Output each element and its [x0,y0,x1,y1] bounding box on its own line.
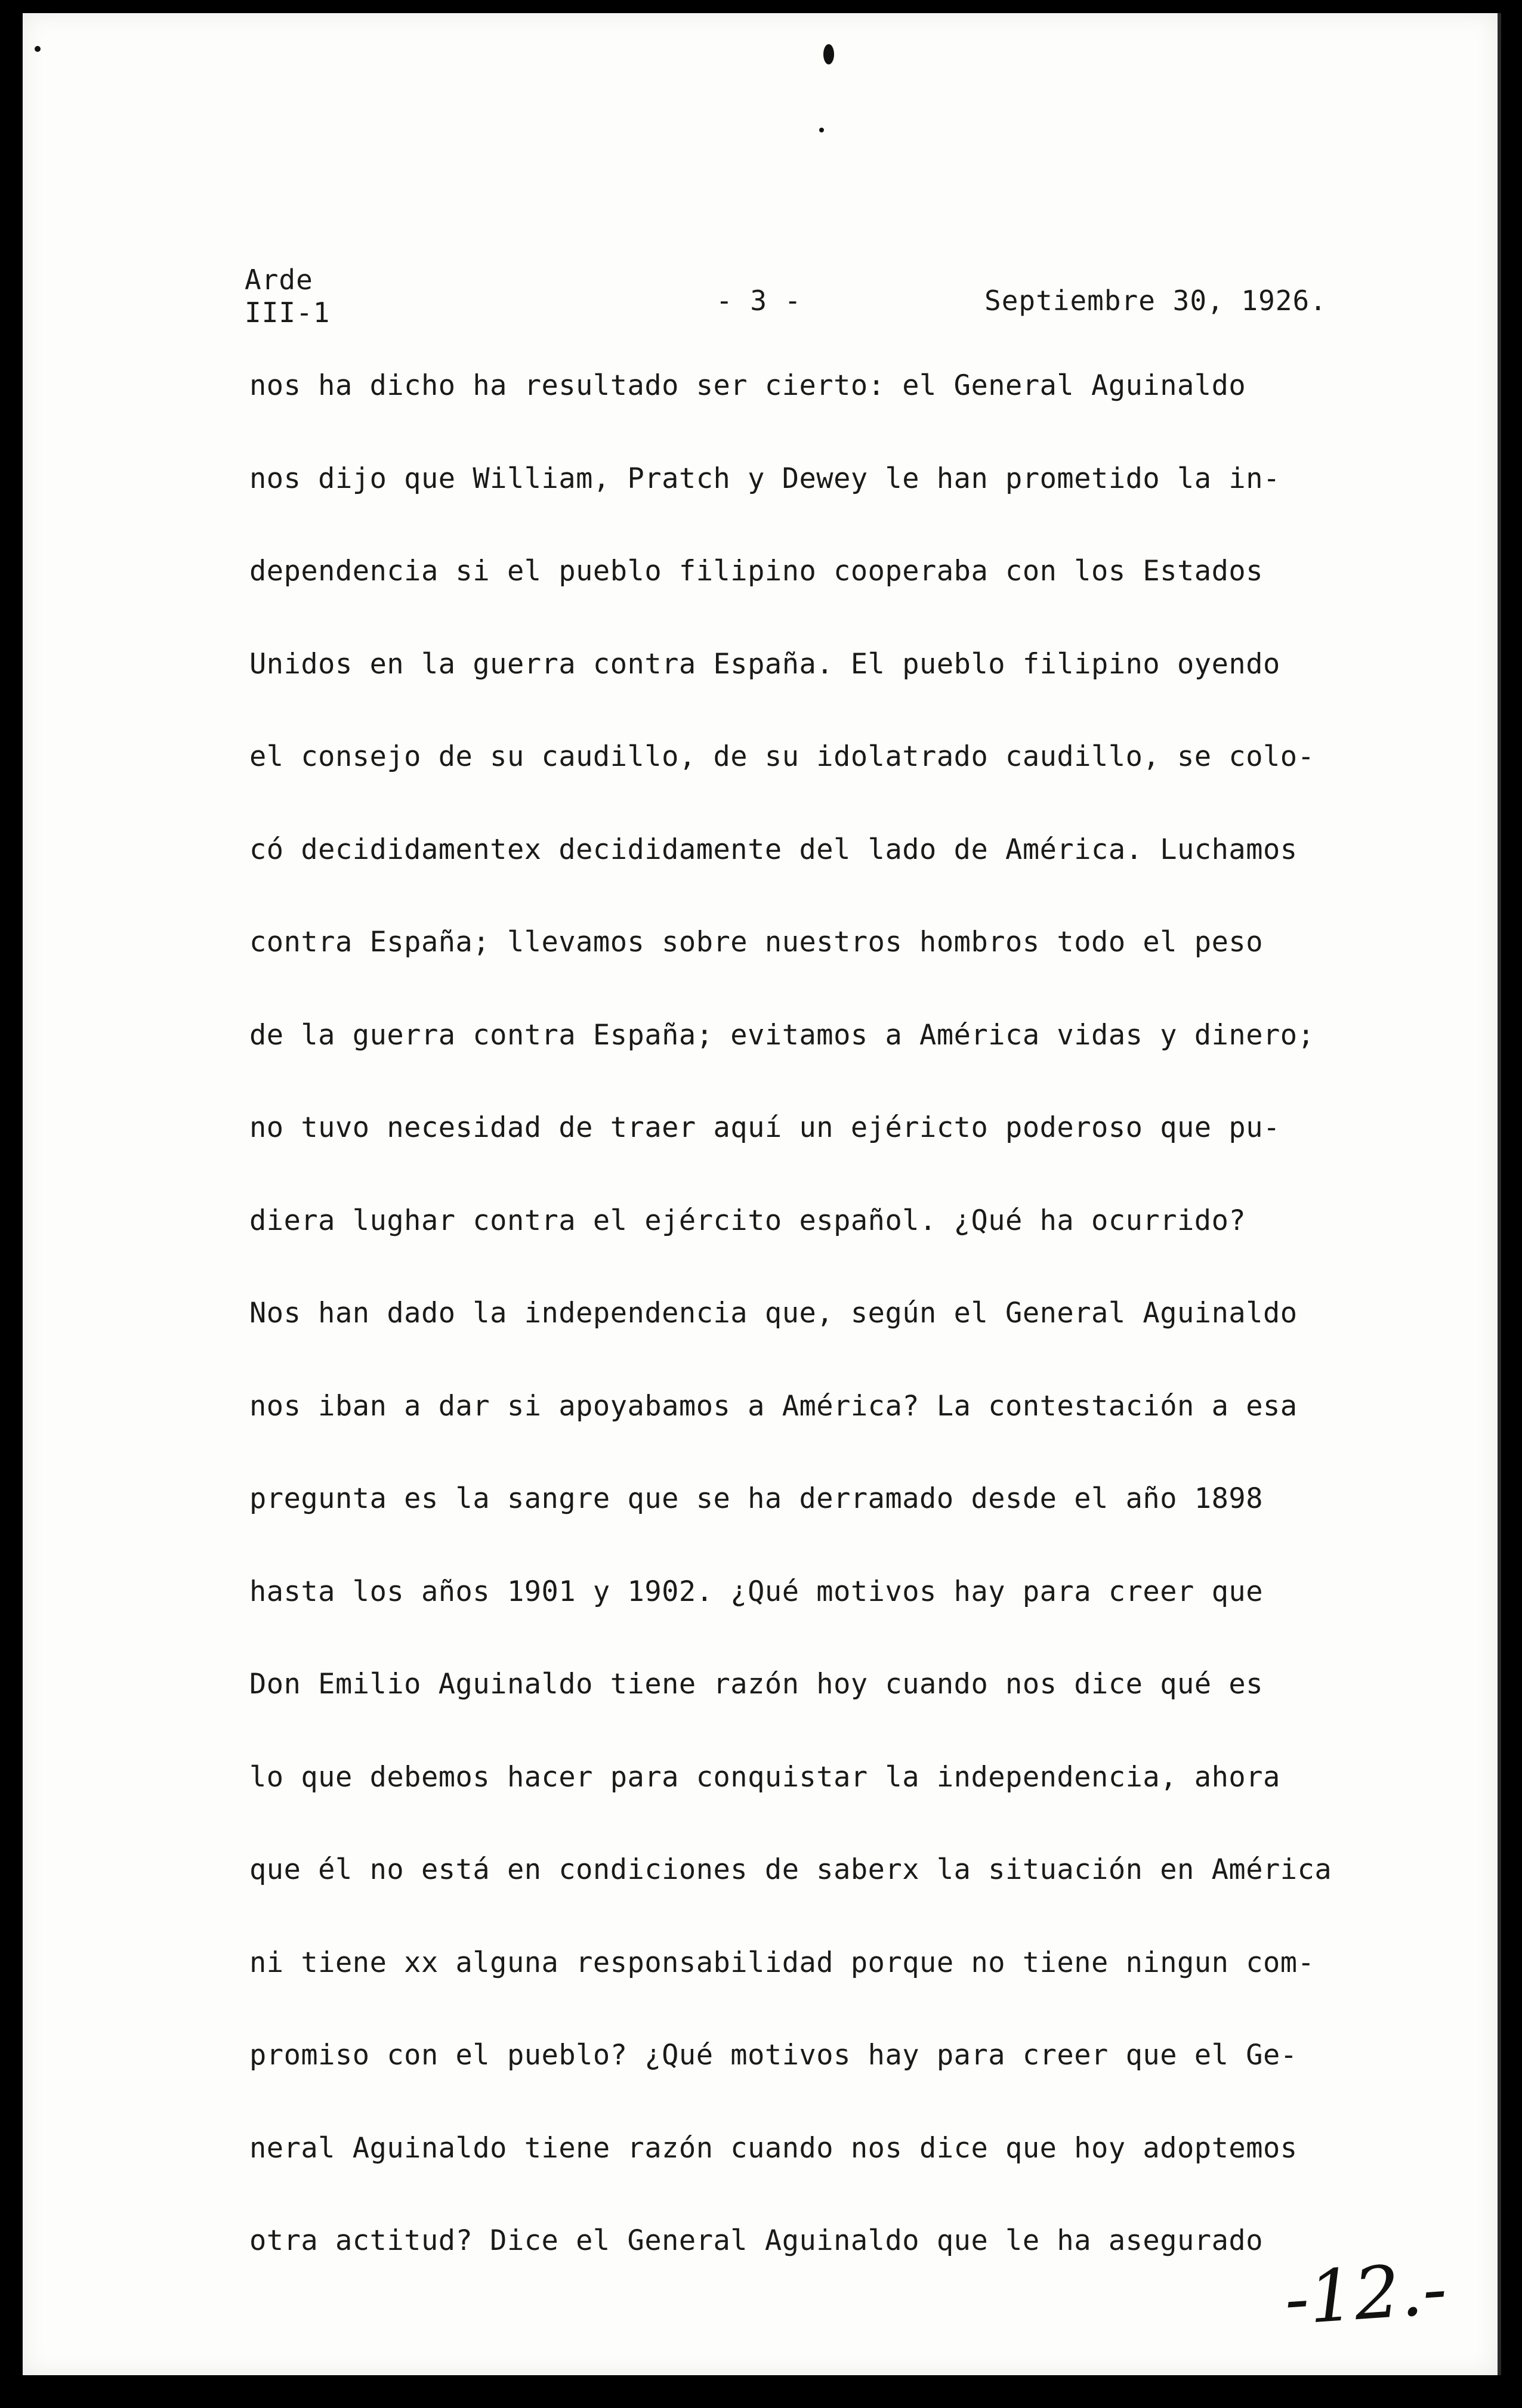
document-page [23,13,1501,2375]
body-line: có decididamentex decididamente del lado de América. Luchamos [249,833,1298,866]
body-line: el consejo de su caudillo, de su idolatrado caudillo, se colo- [249,740,1315,773]
page-header [245,264,1378,353]
body-line: nos ha dicho ha resultado ser cierto: el General Aguinaldo [249,369,1246,402]
ink-speck [35,46,41,52]
handwritten-folio-number: -12.- [1282,2247,1450,2342]
ink-speck [819,128,824,132]
body-line: ni tiene xx alguna responsabilidad porque no tiene ningun com- [249,1946,1315,1979]
body-line: promiso con el pueblo? ¿Qué motivos hay para creer que el Ge- [249,2039,1298,2072]
header-reference-2: III-1 [245,296,331,329]
body-line: no tuvo necesidad de traer aquí un ejéricto poderoso que pu- [249,1111,1280,1144]
body-line: otra actitud? Dice el General Aguinaldo que le ha asegurado [249,2224,1263,2257]
body-line: diera lughar contra el ejército español. ¿Qué ha ocurrido? [249,1204,1246,1237]
body-line: dependencia si el pueblo filipino cooperaba con los Estados [249,555,1263,588]
body-line: pregunta es la sangre que se ha derramado desde el año 1898 [249,1482,1263,1515]
body-line: que él no está en condiciones de saberx la situación en América [249,1853,1332,1886]
body-line: neral Aguinaldo tiene razón cuando nos dice que hoy adoptemos [249,2131,1298,2165]
ink-speck [823,44,834,64]
body-line: lo que debemos hacer para conquistar la independencia, ahora [249,1760,1280,1794]
page-number: - 3 - [716,285,802,317]
body-line: Nos han dado la independencia que, según el General Aguinaldo [249,1297,1298,1330]
body-line: Don Emilio Aguinaldo tiene razón hoy cuando nos dice qué es [249,1668,1263,1701]
body-line: nos iban a dar si apoyabamos a América? La contestación a esa [249,1389,1298,1423]
typed-body [249,368,1437,2316]
body-line: de la guerra contra España; evitamos a América vidas y dinero; [249,1018,1315,1052]
body-line: nos dijo que William, Pratch y Dewey le han prometido la in- [249,462,1280,495]
header-reference-1: Arde [245,264,313,296]
body-line: contra España; llevamos sobre nuestros hombros todo el peso [249,926,1263,959]
body-line: hasta los años 1901 y 1902. ¿Qué motivos hay para creer que [249,1575,1263,1608]
header-date: Septiembre 30, 1926. [984,285,1327,317]
body-line: Unidos en la guerra contra España. El pueblo filipino oyendo [249,647,1280,681]
